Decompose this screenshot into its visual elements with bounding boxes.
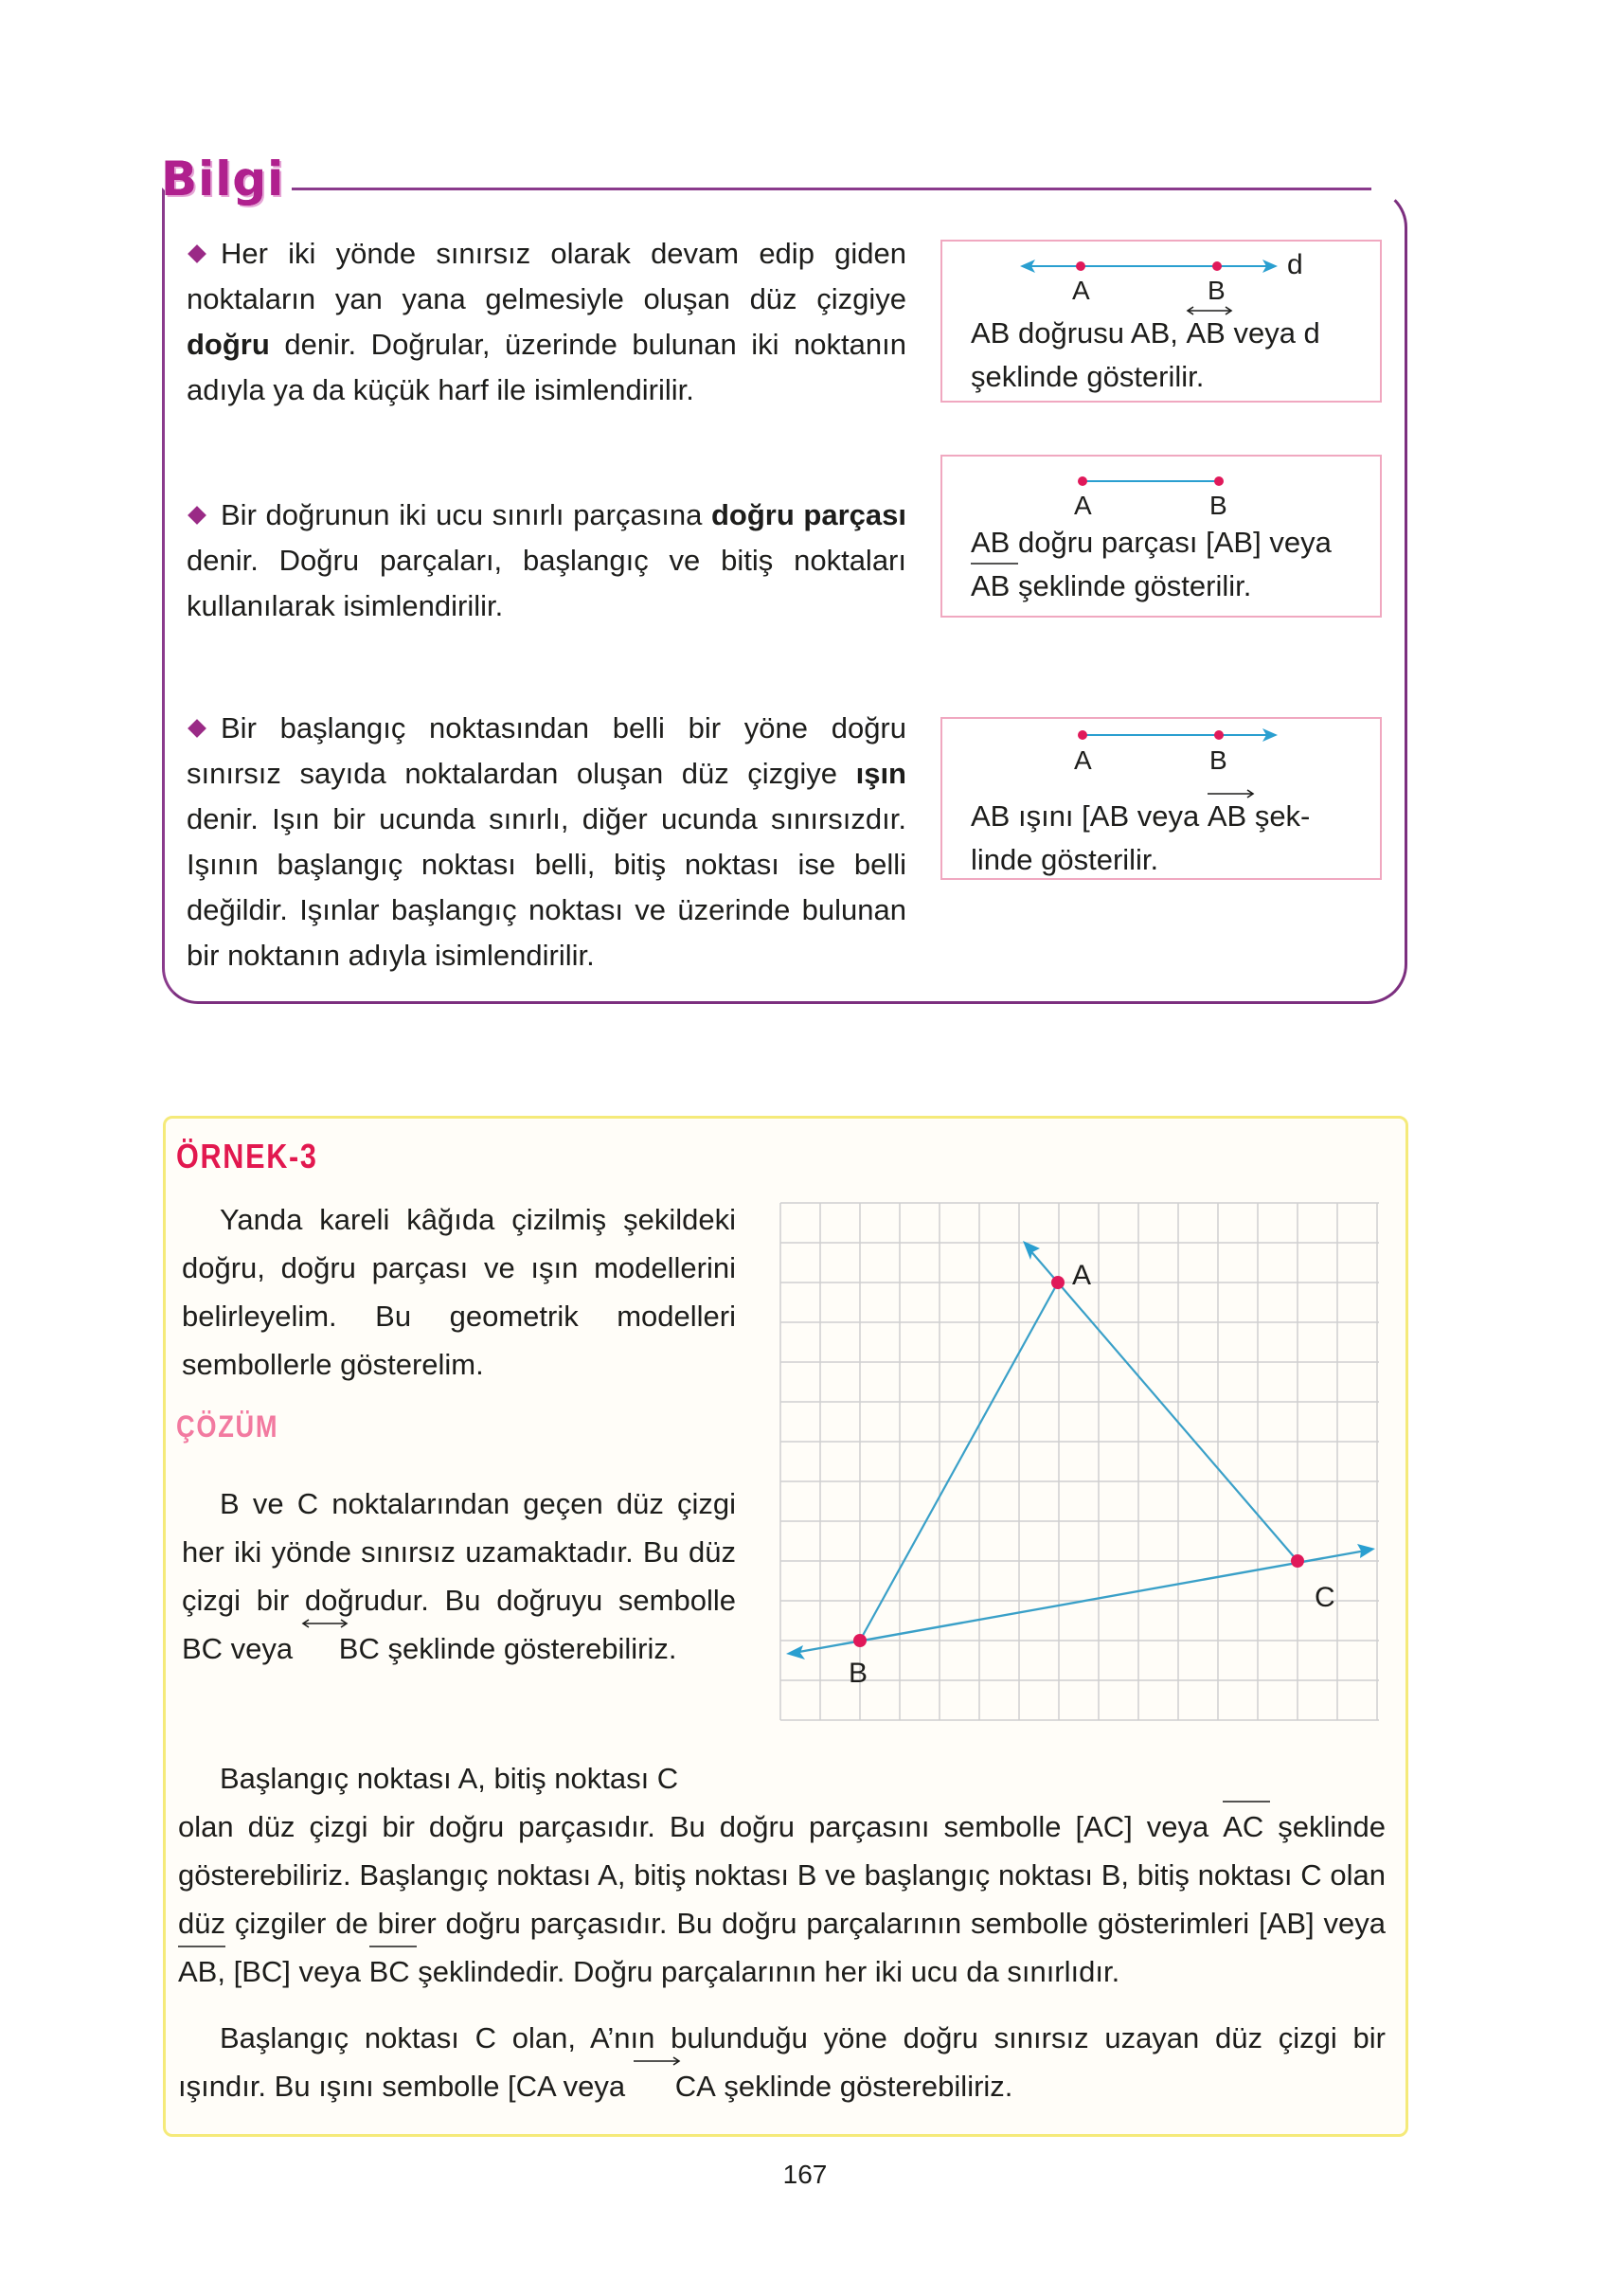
solution-paragraph-2-line1: Başlangıç noktası A, bitiş noktası C [220,1762,679,1795]
ray-arrow-icon [634,2056,681,2066]
point-a [1078,476,1087,486]
solution-text: şeklindedir. Doğru parçalarının her iki ucu da sınırlıdır. [409,1955,1120,1988]
cozum-title: ÇÖZÜM [176,1409,279,1444]
term-isin: ışın [855,757,906,790]
line-diagram [942,242,1384,308]
solution-paragraph-1 [182,1480,736,1673]
diamond-bullet-icon [188,719,206,738]
figure-caption [971,312,1378,399]
line-label-d: d [1287,249,1303,280]
point-b [1214,730,1224,740]
point-a [1051,1276,1065,1289]
solution-paragraph-2 [178,1803,1386,1996]
item-text: denir. Işın bir ucunda sınırlı, diğer ucunda sınırsızdır. Işının başlangıç noktası belli, bitiş noktası ise belli değildir. Işınlar başlangıç noktası ve üzerinde bulunan bir noktanın adıyla isimlendirilir. [187,802,906,972]
term-dogru-parcasi: doğru parçası [710,498,906,531]
line-bc [794,1551,1366,1653]
segment-diagram [942,457,1384,513]
point-b [1212,261,1222,271]
overline-icon [1223,1797,1270,1806]
bilgi-item-ray [187,706,906,978]
solution-text: , [BC] veya [217,1955,369,1988]
ray-symbol: AB [1208,795,1246,838]
caption-text: şeklinde gösterilir. [1010,569,1252,602]
solution-paragraph-3 [178,2014,1386,2110]
double-arrow-icon [1186,306,1233,315]
segment-ab [860,1283,1058,1641]
caption-text: linde gösterilir. [971,843,1159,876]
point-b [1214,476,1224,486]
point-label-a: A [1074,745,1092,775]
bilgi-item-line [187,231,906,413]
diamond-bullet-icon [188,506,206,525]
arrow-ca-icon [1023,1241,1040,1260]
point-label-a: A [1074,491,1092,520]
caption-text: AB doğrusu AB, [971,316,1187,350]
point-a [1076,261,1085,271]
double-arrow-icon [301,1619,349,1628]
segment-symbol: AB [971,565,1010,608]
point-label-b: B [1209,491,1227,520]
solution-text: şeklinde gösterebiliriz. [715,2070,1013,2103]
grid-label-a: A [1072,1260,1092,1291]
grid-label-c: C [1315,1582,1335,1613]
solution-text: B ve C noktalarından geçen düz çizgi her iki yönde sınırsız uzamaktadır. Bu düz çizgi bir doğrudur. Bu doğruyu sembolle BC veya [182,1487,736,1665]
segment-symbol-bc: BC [369,1947,410,1996]
ray-symbol-ca: CA [634,2062,716,2110]
caption-text: AB doğru parçası [AB] veya [971,526,1332,559]
solution-text: şeklinde gösterebiliriz. Başlangıç noktası A, bitiş noktası B ve başlangıç noktası B, bitiş noktası C olan düz çizgiler de birer doğru parçasıdır. Bu doğru parçalarının sembolle gösterimleri [AB] veya [178,1810,1386,1940]
line-symbol: AB [1186,312,1225,355]
figure-ray-box [940,717,1382,880]
point-label-b: B [1208,276,1226,305]
ray-arrow-icon [1208,789,1255,798]
caption-text: AB ışını [AB veya [971,799,1208,833]
diamond-bullet-icon [188,244,206,263]
bilgi-title: Bilgi [161,152,285,206]
line-symbol-bc: BC [301,1624,380,1673]
segment-symbol-ac: AC [1223,1803,1263,1851]
point-label-a: A [1072,276,1090,305]
point-a [1078,730,1087,740]
caption-text: veya d [1225,316,1320,350]
caption-text: şek- [1246,799,1311,833]
term-dogru: doğru [187,328,270,361]
item-text: denir. Doğrular, üzerinde bulunan iki noktanın adıyla ya da küçük harf ile isimlendirilir. [187,328,906,406]
page-number: 167 [782,2160,828,2189]
point-label-b: B [1209,745,1227,775]
caption-text: şeklinde gösterilir. [971,360,1205,393]
bilgi-title-rule [292,188,1371,190]
bilgi-item-segment [187,493,906,629]
item-text: denir. Doğru parçaları, başlangıç ve bitiş noktaları kullanılarak isimlendirilir. [187,544,906,622]
item-text: Bir doğrunun iki ucu sınırlı parçasına [221,498,711,531]
figure-caption [971,795,1378,882]
item-text: Bir başlangıç noktasından belli bir yöne doğru sınırsız sayıda noktalardan oluşan düz çizgiye [187,711,906,790]
solution-text: şeklinde gösterebiliriz. [379,1632,677,1665]
figure-segment-box [940,455,1382,618]
figure-line-box [940,240,1382,403]
point-b [853,1634,867,1647]
segment-symbol-ab: AB [178,1947,217,1996]
ornek-question: Yanda kareli kâğıda çizilmiş şekildeki doğru, doğru parçası ve ışın modellerini belirleyelim. Bu geometrik modelleri sembollerle gösterelim. [182,1203,736,1381]
overline-icon [178,1942,225,1951]
overline-icon [971,559,1018,568]
ornek-title: ÖRNEK-3 [176,1137,318,1175]
item-text: Her iki yönde sınırsız olarak devam edip giden noktaların yan yana gelmesiyle oluşan düz çizgiye [187,237,906,315]
overline-icon [369,1942,417,1951]
grid-label-b: B [849,1658,868,1689]
solution-text: olan düz çizgi bir doğru parçasıdır. Bu doğru parçasını sembolle [AC] veya [178,1810,1224,1843]
ray-diagram [942,719,1384,776]
solution-text: Başlangıç noktası C olan, A’nın bulunduğu yöne doğru sınırsız uzayan düz çizgi bir ışındır. Bu ışını sembolle [CA veya [178,2021,1386,2103]
point-c [1291,1554,1304,1568]
figure-caption [971,521,1378,608]
